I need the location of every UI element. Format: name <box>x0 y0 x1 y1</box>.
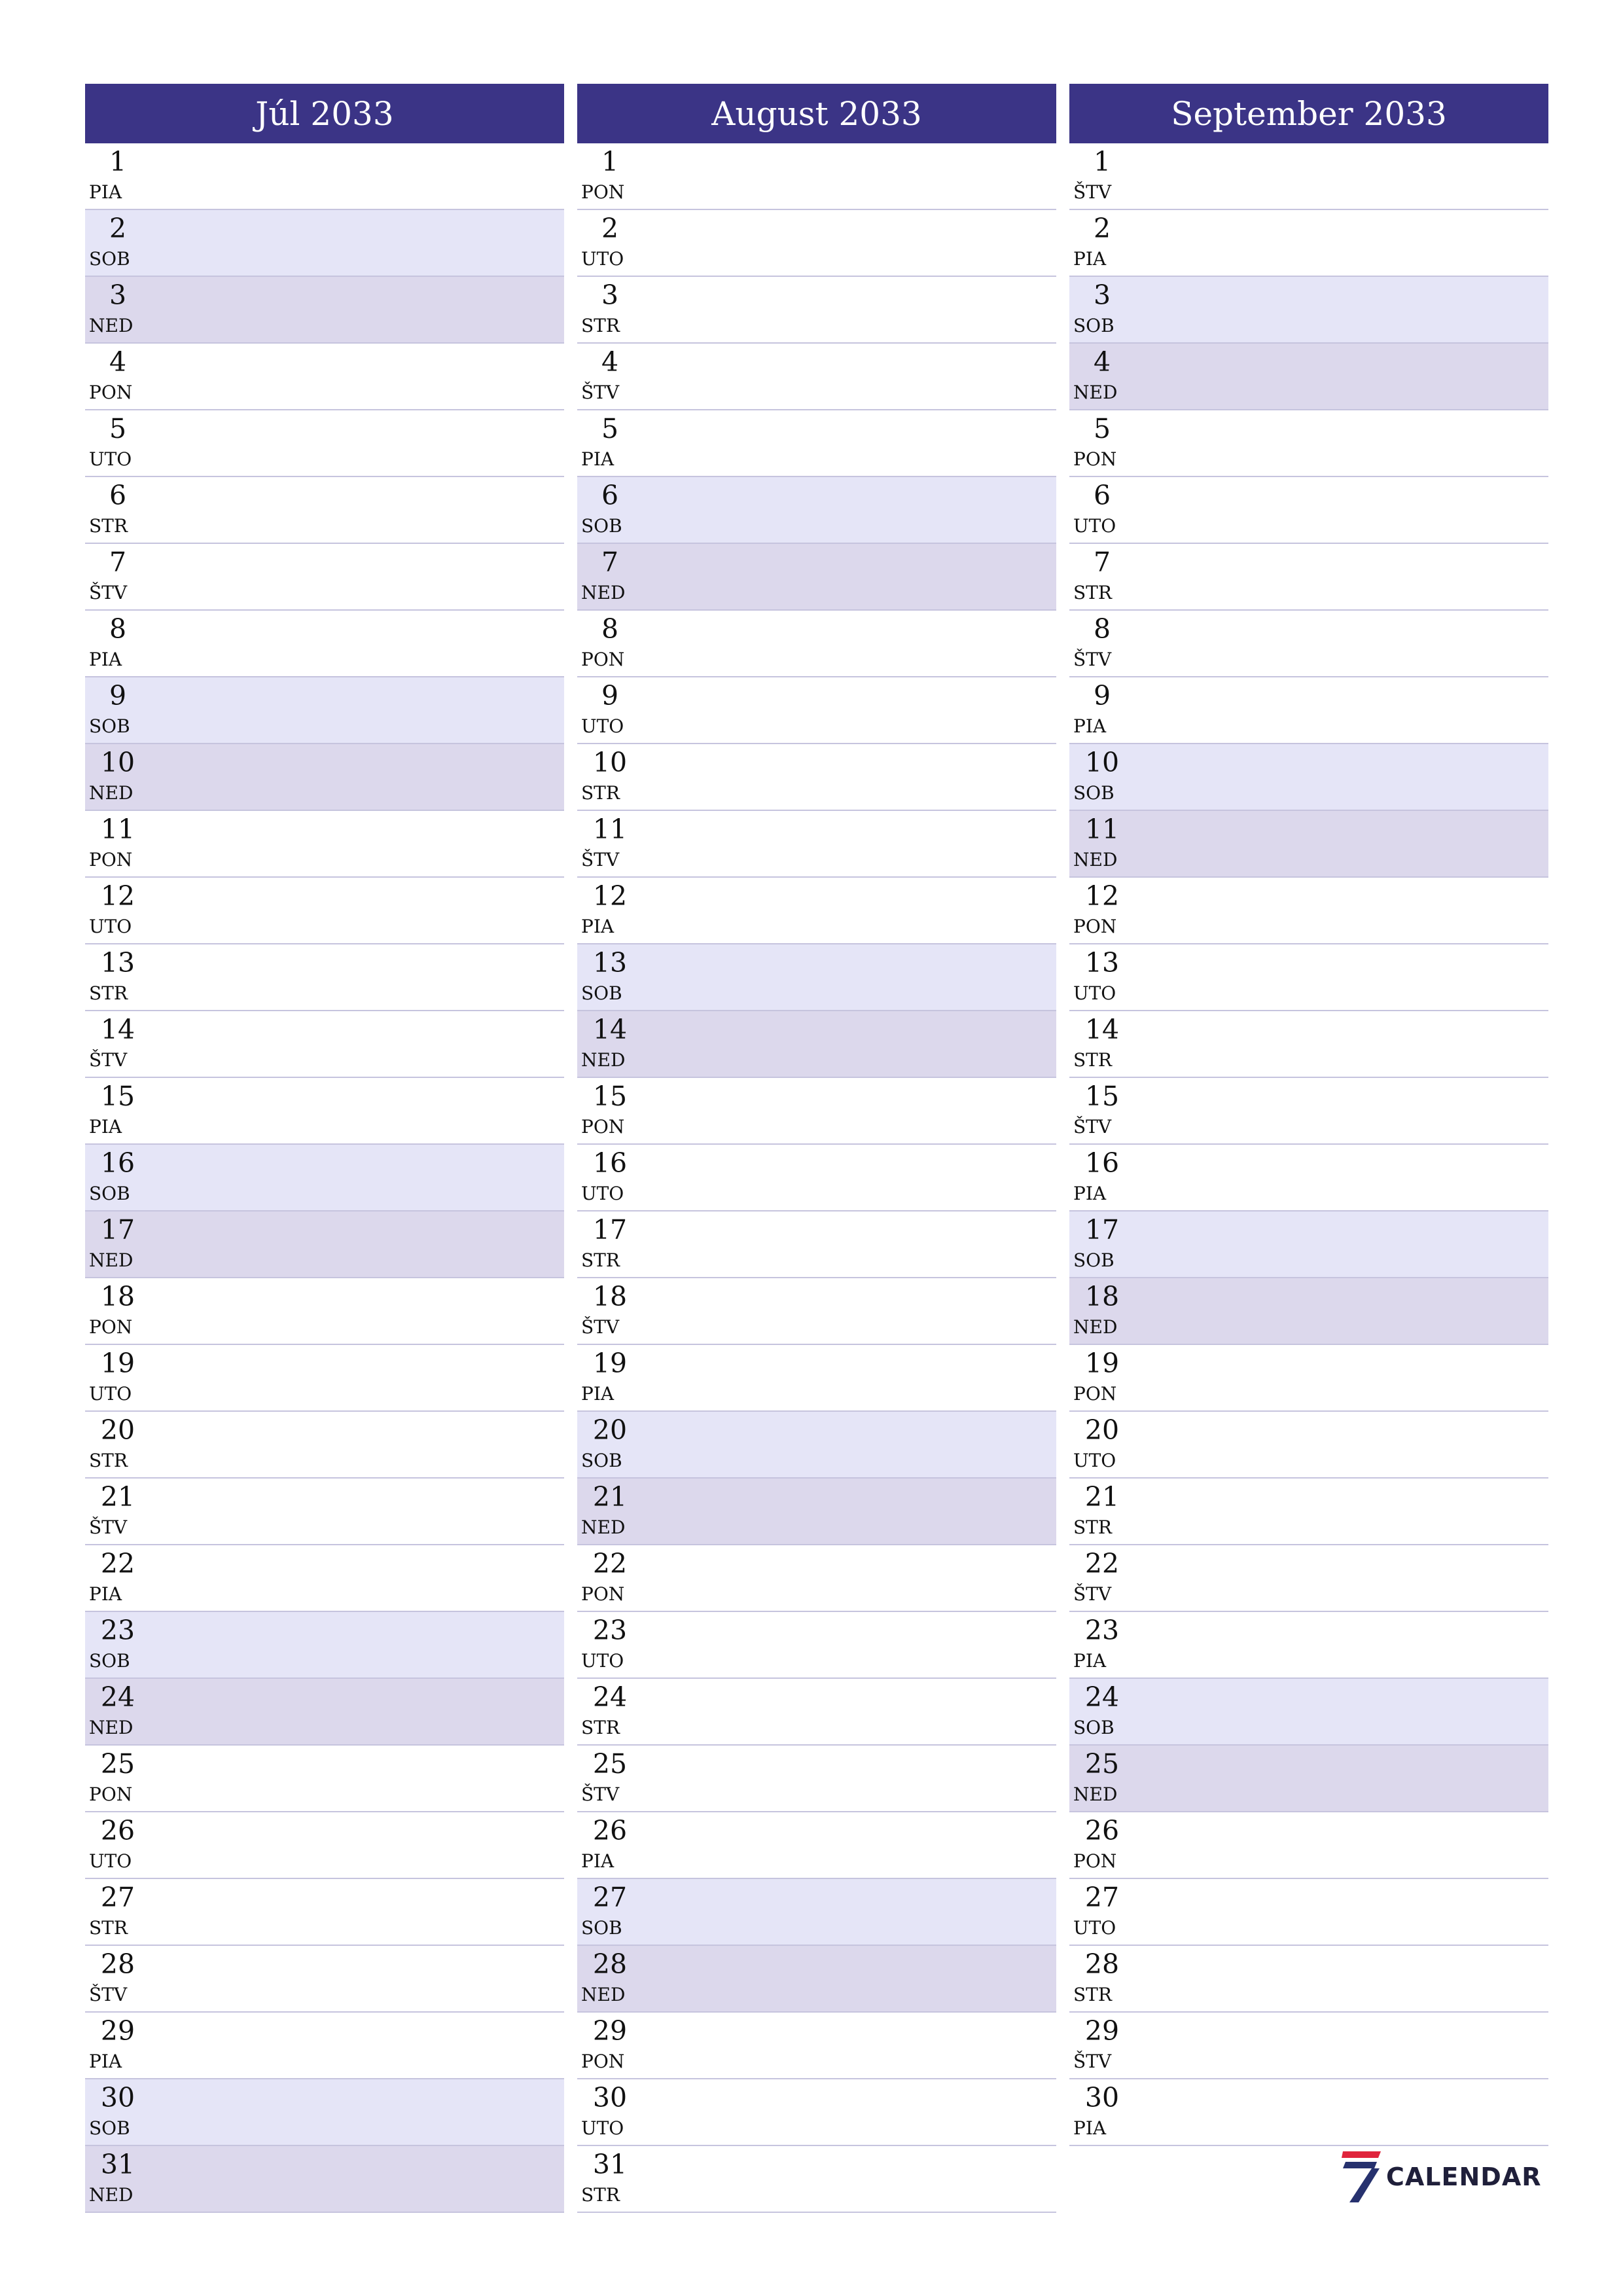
day-row <box>1069 1412 1548 1479</box>
day-weekday: ŠTV <box>581 1316 620 1338</box>
day-weekday: SOB <box>89 2117 130 2139</box>
day-weekday: PON <box>1073 1850 1117 1872</box>
day-number: 23 <box>100 1615 135 1646</box>
day-row <box>1069 2079 1548 2146</box>
day-number: 25 <box>100 1748 135 1780</box>
day-number: 3 <box>109 279 127 311</box>
day-weekday: SOB <box>1073 1717 1115 1738</box>
day-row <box>1069 677 1548 744</box>
day-weekday: PON <box>89 849 133 870</box>
day-weekday: UTO <box>1073 1450 1116 1471</box>
day-number: 7 <box>1093 547 1111 578</box>
day-row <box>577 1412 1056 1479</box>
day-row <box>577 2013 1056 2079</box>
day-row <box>577 2146 1056 2213</box>
day-row <box>85 1011 564 1078</box>
day-weekday: STR <box>581 782 620 804</box>
day-number: 12 <box>1084 880 1120 912</box>
month-header: Júl 2033 <box>85 84 564 143</box>
day-number: 9 <box>109 680 127 711</box>
day-number: 1 <box>601 146 619 177</box>
day-weekday: PIA <box>89 1583 122 1605</box>
day-number: 10 <box>1084 747 1120 778</box>
day-weekday: UTO <box>581 1650 624 1672</box>
day-weekday: STR <box>581 2184 620 2206</box>
day-row <box>85 1078 564 1145</box>
day-weekday: UTO <box>581 1183 624 1204</box>
day-number: 27 <box>1084 1882 1120 1913</box>
day-row <box>577 1345 1056 1412</box>
day-weekday: STR <box>89 982 128 1004</box>
day-row <box>85 811 564 878</box>
day-weekday: SOB <box>89 248 130 270</box>
day-weekday: UTO <box>89 1383 132 1405</box>
day-weekday: SOB <box>581 1917 622 1939</box>
day-row <box>1069 344 1548 410</box>
day-row <box>1069 1812 1548 1879</box>
day-weekday: STR <box>89 515 128 537</box>
day-number: 4 <box>109 346 127 378</box>
day-number: 27 <box>100 1882 135 1913</box>
day-number: 18 <box>592 1281 628 1312</box>
day-number: 9 <box>601 680 619 711</box>
day-number: 19 <box>592 1348 628 1379</box>
day-row <box>1069 1011 1548 1078</box>
day-row <box>577 143 1056 210</box>
day-number: 25 <box>592 1748 628 1780</box>
day-number: 2 <box>1093 213 1111 244</box>
day-weekday: ŠTV <box>1073 2051 1112 2072</box>
day-number: 6 <box>109 480 127 511</box>
day-number: 6 <box>601 480 619 511</box>
day-weekday: SOB <box>89 715 130 737</box>
day-number: 9 <box>1093 680 1111 711</box>
day-row <box>85 1946 564 2013</box>
day-weekday: PON <box>89 1784 133 1805</box>
day-weekday: ŠTV <box>89 1984 128 2005</box>
day-row <box>577 344 1056 410</box>
day-number: 4 <box>1093 346 1111 378</box>
day-row <box>577 677 1056 744</box>
day-number: 23 <box>1084 1615 1120 1646</box>
day-number: 8 <box>601 613 619 645</box>
day-row <box>1069 410 1548 477</box>
day-row <box>577 1145 1056 1211</box>
day-weekday: NED <box>89 315 134 336</box>
day-number: 28 <box>100 1948 135 1980</box>
day-row <box>85 744 564 811</box>
day-number: 1 <box>1093 146 1111 177</box>
day-number: 21 <box>100 1481 135 1513</box>
day-number: 21 <box>1084 1481 1120 1513</box>
day-weekday: STR <box>581 315 620 336</box>
day-row <box>85 143 564 210</box>
day-weekday: NED <box>1073 382 1118 403</box>
day-row <box>85 410 564 477</box>
day-row <box>85 1812 564 1879</box>
day-number: 11 <box>100 814 135 845</box>
day-row <box>1069 1479 1548 1545</box>
day-row <box>1069 1211 1548 1278</box>
day-weekday: UTO <box>89 916 132 937</box>
day-weekday: NED <box>1073 1784 1118 1805</box>
day-number: 20 <box>592 1414 628 1446</box>
day-number: 22 <box>1084 1548 1120 1579</box>
day-number: 7 <box>601 547 619 578</box>
calendar-columns <box>85 84 1548 2213</box>
day-number: 26 <box>592 1815 628 1846</box>
day-number: 8 <box>1093 613 1111 645</box>
day-weekday: SOB <box>1073 315 1115 336</box>
day-row <box>85 1479 564 1545</box>
day-weekday: ŠTV <box>581 1784 620 1805</box>
day-weekday: PIA <box>89 649 122 670</box>
day-row <box>85 1679 564 1746</box>
logo-text: CALENDAR <box>1386 2162 1542 2191</box>
day-weekday: NED <box>89 782 134 804</box>
day-weekday: UTO <box>89 448 132 470</box>
day-number: 28 <box>592 1948 628 1980</box>
day-row <box>85 1412 564 1479</box>
day-row <box>1069 1145 1548 1211</box>
day-row <box>577 277 1056 344</box>
day-weekday: NED <box>89 1717 134 1738</box>
day-number: 14 <box>1084 1014 1120 1045</box>
month-column <box>85 84 564 2213</box>
day-row <box>1069 878 1548 944</box>
day-row <box>577 1879 1056 1946</box>
day-number: 21 <box>592 1481 628 1513</box>
day-row <box>85 210 564 277</box>
day-row <box>85 477 564 544</box>
day-weekday: PON <box>581 1116 625 1138</box>
day-number: 3 <box>601 279 619 311</box>
day-row <box>577 611 1056 677</box>
day-row <box>1069 277 1548 344</box>
day-weekday: UTO <box>1073 515 1116 537</box>
day-row <box>1069 1078 1548 1145</box>
day-number: 12 <box>592 880 628 912</box>
day-row <box>1069 143 1548 210</box>
day-row <box>85 611 564 677</box>
day-row <box>85 677 564 744</box>
day-row <box>1069 1679 1548 1746</box>
day-number: 2 <box>109 213 127 244</box>
day-number: 18 <box>1084 1281 1120 1312</box>
day-weekday: PIA <box>89 2051 122 2072</box>
day-row <box>85 2013 564 2079</box>
day-number: 11 <box>1084 814 1120 845</box>
day-number: 29 <box>1084 2015 1120 2047</box>
day-weekday: STR <box>89 1450 128 1471</box>
day-weekday: NED <box>581 1049 626 1071</box>
day-weekday: ŠTV <box>89 1049 128 1071</box>
day-weekday: PIA <box>581 1850 615 1872</box>
day-row <box>1069 477 1548 544</box>
day-weekday: UTO <box>581 248 624 270</box>
day-weekday: NED <box>89 1249 134 1271</box>
day-number: 7 <box>109 547 127 578</box>
day-number: 25 <box>1084 1748 1120 1780</box>
seven-logo-icon <box>1342 2151 1382 2202</box>
day-row <box>577 477 1056 544</box>
day-row <box>577 811 1056 878</box>
day-weekday: SOB <box>89 1183 130 1204</box>
day-row <box>577 1679 1056 1746</box>
day-row <box>85 344 564 410</box>
day-number: 15 <box>1084 1081 1120 1112</box>
day-number: 16 <box>1084 1147 1120 1179</box>
day-row <box>577 1011 1056 1078</box>
day-number: 31 <box>592 2149 628 2180</box>
day-number: 6 <box>1093 480 1111 511</box>
day-number: 15 <box>592 1081 628 1112</box>
day-weekday: STR <box>581 1717 620 1738</box>
day-weekday: ŠTV <box>1073 1116 1112 1138</box>
day-weekday: SOB <box>581 1450 622 1471</box>
day-number: 14 <box>100 1014 135 1045</box>
month-column <box>577 84 1056 2213</box>
day-number: 26 <box>100 1815 135 1846</box>
day-row <box>577 1612 1056 1679</box>
day-row <box>85 1746 564 1812</box>
day-weekday: ŠTV <box>1073 649 1112 670</box>
day-weekday: PIA <box>581 448 615 470</box>
day-number: 26 <box>1084 1815 1120 1846</box>
day-weekday: ŠTV <box>89 582 128 603</box>
day-weekday: UTO <box>1073 1917 1116 1939</box>
day-number: 22 <box>100 1548 135 1579</box>
day-weekday: NED <box>581 582 626 603</box>
day-weekday: SOB <box>1073 782 1115 804</box>
day-number: 13 <box>592 947 628 978</box>
day-number: 24 <box>592 1681 628 1713</box>
day-weekday: ŠTV <box>89 1516 128 1538</box>
day-row <box>577 1211 1056 1278</box>
day-number: 10 <box>592 747 628 778</box>
day-number: 4 <box>601 346 619 378</box>
day-row <box>577 1278 1056 1345</box>
day-row <box>577 410 1056 477</box>
day-row <box>1069 2013 1548 2079</box>
day-row <box>85 544 564 611</box>
day-number: 5 <box>601 413 619 444</box>
day-weekday: STR <box>1073 1049 1112 1071</box>
day-weekday: PON <box>89 1316 133 1338</box>
day-row <box>85 1612 564 1679</box>
day-row <box>1069 944 1548 1011</box>
day-weekday: PIA <box>1073 1183 1107 1204</box>
day-row <box>85 1545 564 1612</box>
day-weekday: PON <box>581 1583 625 1605</box>
day-weekday: PON <box>1073 1383 1117 1405</box>
day-number: 30 <box>1084 2082 1120 2113</box>
day-weekday: PIA <box>1073 2117 1107 2139</box>
day-weekday: PON <box>1073 916 1117 937</box>
day-row <box>1069 1879 1548 1946</box>
day-weekday: STR <box>1073 582 1112 603</box>
day-row <box>1069 744 1548 811</box>
day-row <box>1069 611 1548 677</box>
day-weekday: STR <box>581 1249 620 1271</box>
day-row <box>577 1946 1056 2013</box>
day-weekday: ŠTV <box>1073 181 1112 203</box>
day-weekday: NED <box>581 1984 626 2005</box>
day-weekday: STR <box>1073 1984 1112 2005</box>
day-row <box>1069 544 1548 611</box>
day-number: 8 <box>109 613 127 645</box>
day-row <box>577 1078 1056 1145</box>
day-weekday: PIA <box>1073 715 1107 737</box>
day-row <box>1069 1946 1548 2013</box>
day-number: 19 <box>100 1348 135 1379</box>
day-row <box>1069 1612 1548 1679</box>
day-number: 30 <box>100 2082 135 2113</box>
day-weekday: NED <box>89 2184 134 2206</box>
day-number: 29 <box>592 2015 628 2047</box>
day-number: 17 <box>1084 1214 1120 1246</box>
day-number: 24 <box>100 1681 135 1713</box>
day-number: 19 <box>1084 1348 1120 1379</box>
day-number: 20 <box>100 1414 135 1446</box>
day-row <box>1069 1345 1548 1412</box>
day-number: 2 <box>601 213 619 244</box>
day-weekday: UTO <box>1073 982 1116 1004</box>
month-header: August 2033 <box>577 84 1056 143</box>
day-row <box>577 944 1056 1011</box>
day-row <box>1069 811 1548 878</box>
day-weekday: PON <box>1073 448 1117 470</box>
day-weekday: PIA <box>581 916 615 937</box>
day-weekday: PIA <box>581 1383 615 1405</box>
day-row <box>577 1746 1056 1812</box>
day-number: 12 <box>100 880 135 912</box>
day-number: 23 <box>592 1615 628 1646</box>
day-weekday: SOB <box>1073 1249 1115 1271</box>
day-weekday: UTO <box>581 2117 624 2139</box>
day-row <box>577 210 1056 277</box>
day-number: 24 <box>1084 1681 1120 1713</box>
day-weekday: PON <box>581 2051 625 2072</box>
day-row <box>85 2146 564 2213</box>
day-number: 5 <box>109 413 127 444</box>
day-weekday: ŠTV <box>581 382 620 403</box>
day-number: 10 <box>100 747 135 778</box>
day-weekday: SOB <box>581 982 622 1004</box>
day-row <box>577 1545 1056 1612</box>
day-weekday: ŠTV <box>581 849 620 870</box>
day-weekday: PON <box>581 181 625 203</box>
day-number: 20 <box>1084 1414 1120 1446</box>
day-row <box>577 744 1056 811</box>
day-row <box>577 2079 1056 2146</box>
day-number: 18 <box>100 1281 135 1312</box>
day-number: 27 <box>592 1882 628 1913</box>
day-row <box>1069 1746 1548 1812</box>
day-weekday: NED <box>1073 1316 1118 1338</box>
day-weekday: ŠTV <box>1073 1583 1112 1605</box>
day-number: 11 <box>592 814 628 845</box>
day-row <box>1069 1278 1548 1345</box>
day-number: 13 <box>100 947 135 978</box>
day-weekday: UTO <box>89 1850 132 1872</box>
month-column <box>1069 84 1548 2213</box>
day-row <box>577 1812 1056 1879</box>
day-weekday: NED <box>1073 849 1118 870</box>
day-row <box>85 1278 564 1345</box>
day-weekday: STR <box>1073 1516 1112 1538</box>
day-weekday: PIA <box>1073 248 1107 270</box>
day-number: 13 <box>1084 947 1120 978</box>
day-weekday: SOB <box>581 515 622 537</box>
day-row <box>577 1479 1056 1545</box>
day-row <box>85 944 564 1011</box>
day-number: 30 <box>592 2082 628 2113</box>
month-header: September 2033 <box>1069 84 1548 143</box>
day-weekday: UTO <box>581 715 624 737</box>
day-weekday: PIA <box>1073 1650 1107 1672</box>
day-weekday: PON <box>89 382 133 403</box>
day-row <box>85 1211 564 1278</box>
day-row <box>1069 210 1548 277</box>
day-number: 14 <box>592 1014 628 1045</box>
day-number: 15 <box>100 1081 135 1112</box>
day-number: 17 <box>592 1214 628 1246</box>
day-weekday: PON <box>581 649 625 670</box>
day-number: 28 <box>1084 1948 1120 1980</box>
day-row <box>1069 1545 1548 1612</box>
day-number: 1 <box>109 146 127 177</box>
day-number: 31 <box>100 2149 135 2180</box>
day-number: 17 <box>100 1214 135 1246</box>
day-row <box>85 2079 564 2146</box>
day-row <box>577 544 1056 611</box>
day-row <box>85 1879 564 1946</box>
day-weekday: PIA <box>89 1116 122 1138</box>
day-weekday: PIA <box>89 181 122 203</box>
day-number: 5 <box>1093 413 1111 444</box>
brand-logo <box>1342 2151 1541 2203</box>
day-row <box>85 277 564 344</box>
day-row <box>85 878 564 944</box>
day-row <box>577 878 1056 944</box>
day-number: 29 <box>100 2015 135 2047</box>
day-number: 22 <box>592 1548 628 1579</box>
day-weekday: STR <box>89 1917 128 1939</box>
day-number: 3 <box>1093 279 1111 311</box>
day-number: 16 <box>100 1147 135 1179</box>
day-number: 16 <box>592 1147 628 1179</box>
day-row <box>85 1345 564 1412</box>
day-weekday: NED <box>581 1516 626 1538</box>
day-weekday: SOB <box>89 1650 130 1672</box>
day-row <box>85 1145 564 1211</box>
